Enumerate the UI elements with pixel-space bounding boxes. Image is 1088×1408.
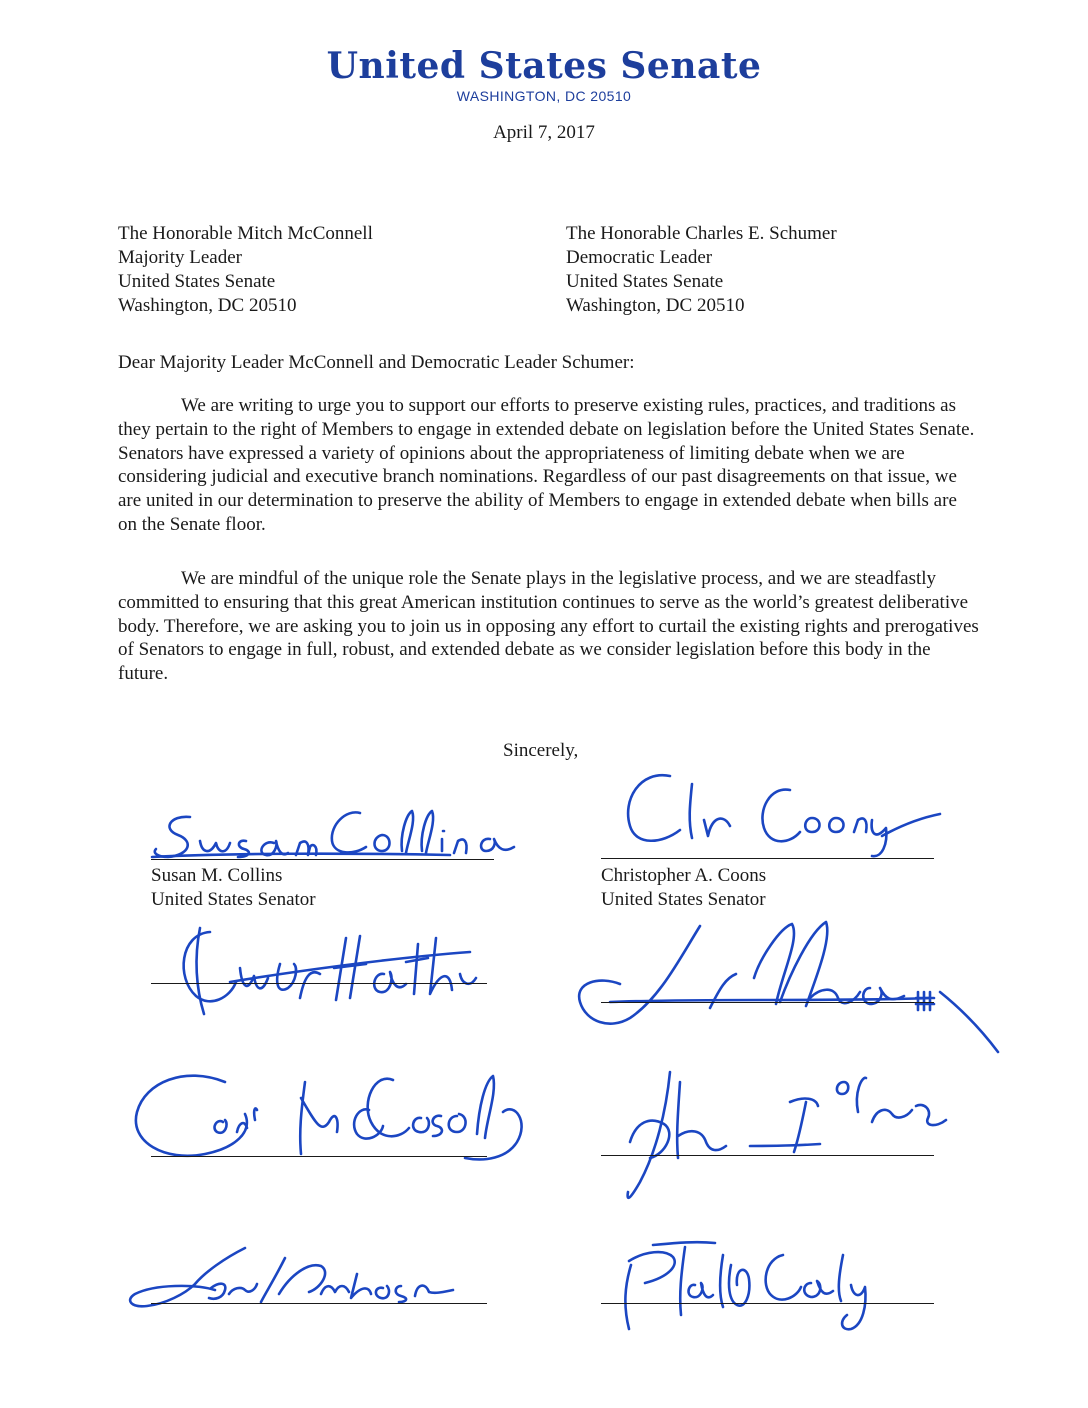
recipient-address-left: [118, 222, 373, 318]
recipient-title: Democratic Leader: [566, 247, 713, 268]
body-paragraph-2: We are mindful of the unique role the Senate plays in the legislative process, and we are steadfastly committed to ensuring that this great American institution continues to serve as the world’s greatest deliberative body. Therefore, we are asking you to join us in opposing any effort to curtail the existing rights and prerogatives of Senators to engage in full, robust, and extended debate as we consider legislation before this body in the future.: [118, 568, 979, 685]
letterhead-address: WASHINGTON, DC 20510: [456, 88, 632, 104]
signature-line: [151, 1156, 487, 1157]
recipient-address-right: [566, 222, 837, 318]
recipient-org: United States Senate: [566, 271, 724, 292]
signature-line: [601, 1002, 934, 1003]
letterhead-title: United States Senate: [326, 45, 762, 87]
recipient-title: Majority Leader: [118, 247, 242, 268]
handwritten-signature-coons: [600, 760, 960, 860]
letter-date: April 7, 2017: [493, 122, 595, 143]
recipient-city: Washington, DC 20510: [118, 295, 297, 316]
handwritten-signature-hatch: [170, 918, 490, 1018]
closing: Sincerely,: [503, 740, 579, 761]
signer-title: United States Senator: [151, 889, 316, 910]
salutation: Dear Majority Leader McConnell and Democratic Leader Schumer:: [118, 352, 635, 373]
signer-name: Christopher A. Coons: [601, 865, 767, 886]
signature-line: [601, 1155, 934, 1156]
signature-line: [151, 983, 487, 984]
signature-line: [151, 859, 494, 860]
signer-title: United States Senator: [601, 889, 766, 910]
handwritten-signature-manchin: [570, 918, 1010, 1058]
recipient-name: The Honorable Mitch McConnell: [118, 223, 373, 244]
recipient-name: The Honorable Charles E. Schumer: [566, 223, 837, 244]
signature-line: [601, 1303, 934, 1304]
body-paragraph-1: We are writing to urge you to support our efforts to preserve existing rules, practices, and traditions as they pertain to the right of Members to engage in extended debate on legislation before the United States Senate. Senators have expressed a variety of opinions about the appropriateness of limiting debate when we are considering judicial and executive branch nominations. Regardless of our past disagreements on that issue, we are united in our determination to preserve the ability of Members to engage in extended debate when bills are on the Senate floor.: [118, 395, 975, 535]
handwritten-signature-leahy: [615, 1235, 885, 1335]
signature-line: [151, 1303, 487, 1304]
recipient-city: Washington, DC 20510: [566, 295, 745, 316]
handwritten-signature-collins: [150, 795, 530, 865]
signer-name: Susan M. Collins: [151, 865, 283, 886]
handwritten-signature-murkowski: [125, 1238, 475, 1318]
letterhead: [0, 44, 1088, 104]
signature-line: [601, 858, 934, 859]
handwritten-signature-mccain: [610, 1062, 980, 1212]
recipient-org: United States Senate: [118, 271, 276, 292]
